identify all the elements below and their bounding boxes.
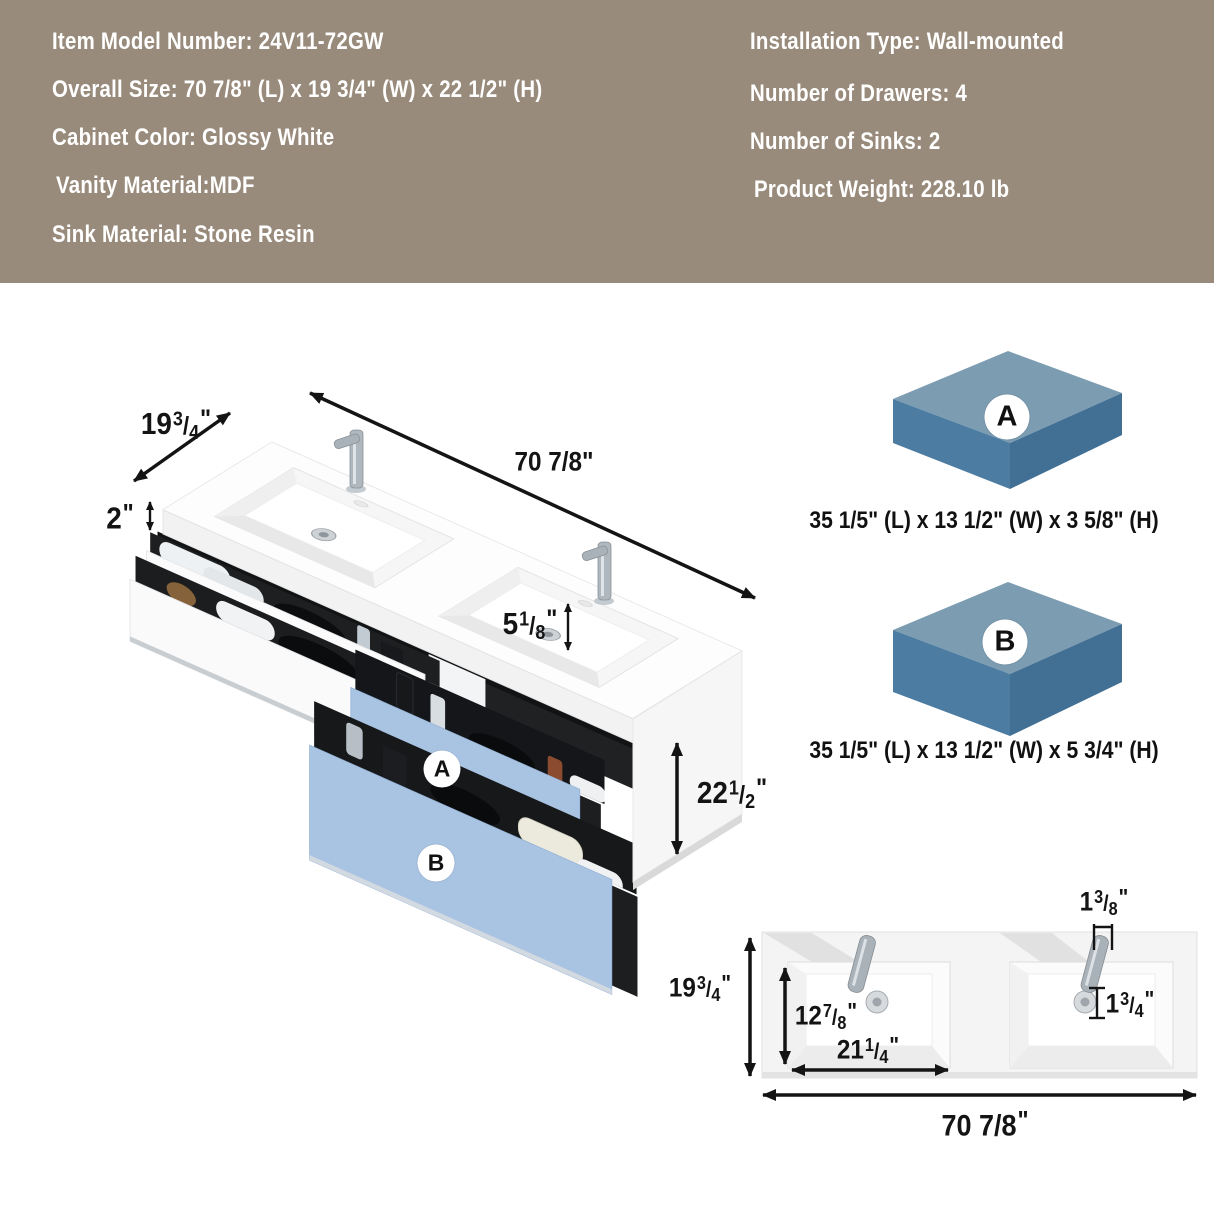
label-thickness: 2"	[106, 497, 134, 536]
label-topview-depth: $19^3/_4$"	[668, 969, 732, 1006]
label-drain-size: $1^3/_4$"	[1105, 985, 1155, 1022]
drawer-side-panel	[610, 885, 637, 997]
label-basin-width: $12^7/_8$"	[794, 997, 858, 1034]
label-height: $22^1/_2$"	[696, 772, 768, 813]
top-view-edge-shadow	[762, 1072, 1197, 1078]
size-box-b-dims: 35 1/5" (L) x 13 1/2" (W) x 5 3/4" (H)	[809, 737, 1159, 764]
spec-vanity-material: Vanity Material:MDF	[56, 172, 255, 199]
spec-model: Item Model Number: 24V11-72GW	[52, 28, 384, 55]
spec-overall-size: Overall Size: 70 7/8" (L) x 19 3/4" (W) x 22 1/2" (H)	[52, 76, 543, 103]
size-box-b-badge	[983, 620, 1028, 665]
drain-icon	[873, 998, 882, 1007]
spec-sink-material: Sink Material: Stone Resin	[52, 221, 315, 248]
size-box-a-badge	[985, 395, 1030, 440]
spec-cabinet-color: Cabinet Color: Glossy White	[52, 124, 335, 151]
spec-installation: Installation Type: Wall-mounted	[750, 28, 1064, 55]
drawer-b-letter: B	[427, 849, 445, 876]
label-topview-length: 70 7/8"	[941, 1104, 1029, 1143]
label-depth: $19^3/_4$"	[140, 403, 212, 444]
sink-wall	[1010, 1046, 1173, 1068]
size-box-b-letter: B	[994, 625, 1016, 658]
size-box-a-dims: 35 1/5" (L) x 13 1/2" (W) x 3 5/8" (H)	[809, 507, 1159, 534]
spec-drawers: Number of Drawers: 4	[750, 80, 968, 107]
label-length: 70 7/8"	[514, 446, 594, 477]
label-faucet-hole: $1^3/_8$"	[1079, 883, 1129, 920]
drawer-a-letter: A	[433, 755, 451, 782]
size-box-a-letter: A	[996, 400, 1018, 433]
drain-icon	[1081, 998, 1090, 1007]
spec-weight: Product Weight: 228.10 lb	[754, 176, 1010, 203]
drawer-a-badge	[424, 751, 461, 788]
drawer-b-badge	[418, 845, 455, 882]
label-basin-length: $21^1/_4$"	[836, 1031, 900, 1068]
spec-sinks: Number of Sinks: 2	[750, 128, 941, 155]
label-sink-depth: $5^1/_8$"	[502, 603, 558, 644]
